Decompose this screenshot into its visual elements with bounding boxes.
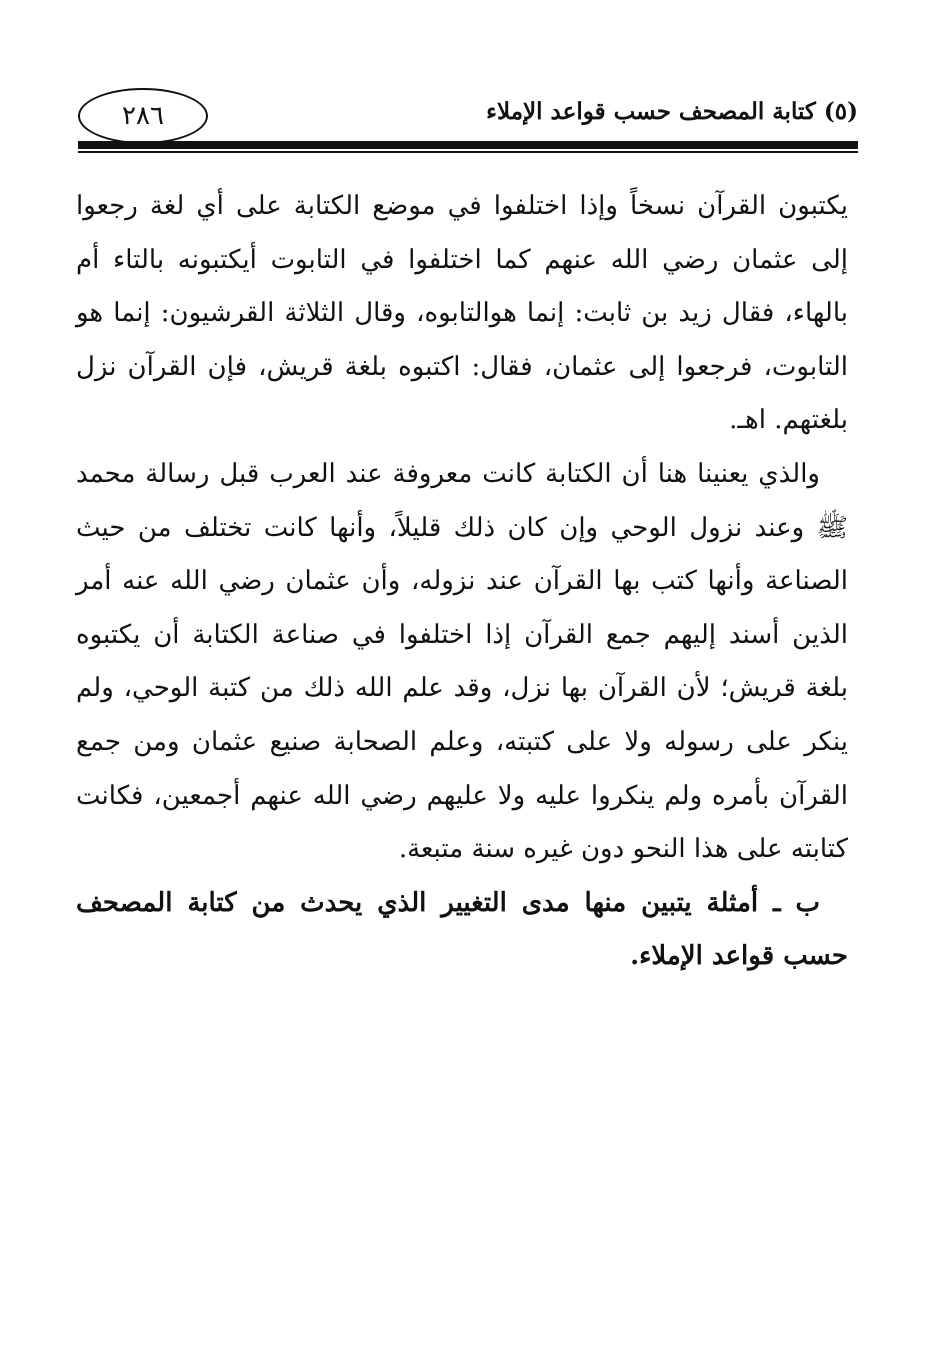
header-rule-thick: [78, 141, 858, 149]
header-rule-thin: [78, 151, 858, 153]
page-number: ٢٨٦: [78, 88, 208, 144]
running-title: (٥) كتابة المصحف حسب قواعد الإملاء: [486, 98, 858, 125]
body-text: [76, 180, 848, 984]
paragraph-2: والذي يعنينا هنا أن الكتابة كانت معروفة عند العرب قبل رسالة محمد ﷺ وعند نزول الوحي وإن كان ذلك قليلاً، وأنها كانت تختلف من حيث الصناعة وأنها كتب بها القرآن عند نزوله، وأن عثمان رضي الله عنه أمر الذين أسند إليهم جمع القرآن إذا اختلفوا في صناعة الكتابة أن يكتبوه بلغة قريش؛ لأن القرآن بها نزل، وقد علم الله ذلك من كتبة الوحي، ولم ينكر على رسوله ولا على كتبته، وعلم الصحابة صنيع عثمان ومن جمع القرآن بأمره ولم ينكروا عليه ولا عليهم رضي الله عنهم أجمعين، فكانت كتابته على هذا النحو دون غيره سنة متبعة.: [76, 458, 848, 865]
section-heading-b: ب ـ أمثلة يتبين منها مدى التغيير الذي يحدث من كتابة المصحف حسب قواعد الإملاء.: [76, 887, 848, 972]
paragraph-1: يكتبون القرآن نسخاً وإذا اختلفوا في موضع الكتابة على أي لغة رجعوا إلى عثمان رضي الله عنهم كما اختلفوا في التابوت أيكتبونه بالتاء أم بالهاء، فقال زيد بن ثابت: إنما هوالتابوه، وقال الثلاثة القرشيون: إنما هو التابوت، فرجعوا إلى عثمان، فقال: اكتبوه بلغة قريش، فإن القرآن نزل بلغتهم. اهـ.: [76, 191, 848, 436]
